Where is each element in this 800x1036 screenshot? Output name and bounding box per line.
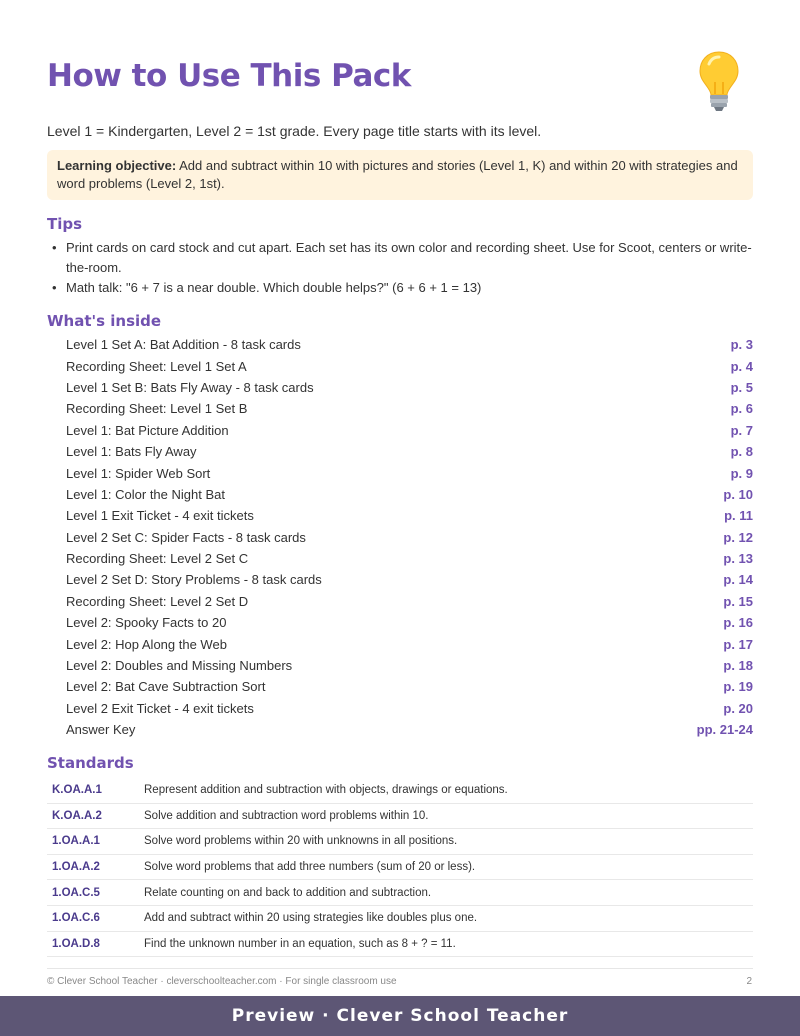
toc-label: Recording Sheet: Level 1 Set B xyxy=(66,401,248,417)
tips-list xyxy=(47,238,753,299)
table-row xyxy=(47,778,753,804)
table-row xyxy=(47,932,753,958)
toc-item[interactable] xyxy=(66,548,753,569)
standard-code: 1.OA.D.8 xyxy=(52,937,100,950)
toc-page-number: p. 9 xyxy=(730,465,753,481)
footer-copyright: © Clever School Teacher · cleverschoolteacher.com · For single classroom use xyxy=(47,976,397,987)
page-title: How to Use This Pack xyxy=(47,58,411,94)
toc-label: Recording Sheet: Level 2 Set D xyxy=(66,593,249,609)
standards-heading: Standards xyxy=(47,754,134,772)
toc-item[interactable] xyxy=(66,420,753,441)
toc-page-number: p. 18 xyxy=(723,658,753,674)
toc-item[interactable] xyxy=(66,676,753,697)
table-of-contents xyxy=(66,334,753,740)
whats-inside-heading: What's inside xyxy=(47,312,162,330)
tip-item: • Math talk: "6 + 7 is a near double. Which double helps?" (6 + 6 + 1 = 13) xyxy=(47,278,753,298)
toc-item[interactable] xyxy=(66,655,753,676)
toc-page-number: p. 5 xyxy=(730,379,753,395)
toc-item[interactable] xyxy=(66,719,753,740)
toc-page-number: p. 8 xyxy=(730,444,753,460)
learning-objective-box xyxy=(47,150,753,200)
table-row xyxy=(47,829,753,855)
toc-page-number: p. 10 xyxy=(723,486,753,502)
toc-label: Level 2: Spooky Facts to 20 xyxy=(66,615,227,631)
toc-label: Level 1: Bats Fly Away xyxy=(66,444,197,460)
toc-label: Level 1 Exit Ticket - 4 exit tickets xyxy=(66,508,254,524)
toc-item[interactable] xyxy=(66,462,753,483)
toc-item[interactable] xyxy=(66,698,753,719)
preview-banner xyxy=(0,996,800,1036)
toc-label: Level 1: Color the Night Bat xyxy=(66,486,225,502)
toc-label: Level 1 Set A: Bat Addition - 8 task cards xyxy=(66,337,301,353)
toc-page-number: p. 12 xyxy=(723,529,753,545)
table-row xyxy=(47,906,753,932)
toc-page-number: p. 15 xyxy=(723,593,753,609)
tip-item: • Print cards on card stock and cut apart. Each set has its own color and recording sheet. Use for Scoot, centers or write-the-room. xyxy=(47,238,753,277)
standard-code: K.OA.A.2 xyxy=(52,809,102,822)
toc-label: Level 2 Set D: Story Problems - 8 task cards xyxy=(66,572,322,588)
toc-item[interactable] xyxy=(66,633,753,654)
objective-text: Add and subtract within 10 with pictures and stories (Level 1, K) and within 20 with strategies and word problems (Level 2, 1st). xyxy=(57,158,738,191)
toc-item[interactable] xyxy=(66,591,753,612)
toc-label: Level 2: Doubles and Missing Numbers xyxy=(66,658,293,674)
toc-label: Recording Sheet: Level 1 Set A xyxy=(66,358,247,374)
toc-item[interactable] xyxy=(66,612,753,633)
toc-item[interactable] xyxy=(66,484,753,505)
standard-code: 1.OA.A.1 xyxy=(52,835,100,848)
standard-description: Solve word problems within 20 with unknowns in all positions. xyxy=(144,835,458,848)
toc-page-number: p. 13 xyxy=(723,551,753,567)
table-row xyxy=(47,855,753,881)
standard-description: Represent addition and subtraction with objects, drawings or equations. xyxy=(144,784,508,797)
toc-label: Level 2 Exit Ticket - 4 exit tickets xyxy=(66,700,254,716)
objective-label: Learning objective: xyxy=(57,158,177,173)
standard-description: Find the unknown number in an equation, such as 8 + ? = 11. xyxy=(144,937,456,950)
footer-page-number: 2 xyxy=(746,976,752,987)
toc-label: Level 2: Hop Along the Web xyxy=(66,636,227,652)
table-row xyxy=(47,880,753,906)
toc-label: Level 2: Bat Cave Subtraction Sort xyxy=(66,679,266,695)
preview-banner-text: Preview · Clever School Teacher xyxy=(231,1006,569,1026)
toc-page-number: p. 11 xyxy=(724,508,753,524)
footer-divider xyxy=(47,968,753,969)
standards-table xyxy=(47,778,753,957)
standard-code: K.OA.A.1 xyxy=(52,784,102,797)
toc-page-number: p. 4 xyxy=(730,358,753,374)
standard-code: 1.OA.C.6 xyxy=(52,912,100,925)
tips-heading: Tips xyxy=(47,215,83,233)
toc-page-number: p. 19 xyxy=(723,679,753,695)
standard-description: Relate counting on and back to addition and subtraction. xyxy=(144,886,432,899)
toc-page-number: p. 16 xyxy=(723,615,753,631)
toc-page-number: p. 3 xyxy=(730,337,753,353)
toc-label: Level 1: Spider Web Sort xyxy=(66,465,211,481)
toc-item[interactable] xyxy=(66,355,753,376)
toc-page-number: p. 14 xyxy=(723,572,753,588)
toc-label: Answer Key xyxy=(66,722,136,738)
standard-code: 1.OA.C.5 xyxy=(52,886,100,899)
toc-item[interactable] xyxy=(66,505,753,526)
standard-code: 1.OA.A.2 xyxy=(52,861,100,874)
standard-description: Add and subtract within 20 using strategies like doubles plus one. xyxy=(144,912,478,925)
intro-text: Level 1 = Kindergarten, Level 2 = 1st grade. Every page title starts with its level. xyxy=(47,123,542,139)
toc-label: Level 1: Bat Picture Addition xyxy=(66,422,229,438)
toc-page-number: p. 20 xyxy=(723,700,753,716)
table-row xyxy=(47,804,753,830)
standard-description: Solve addition and subtraction word problems within 10. xyxy=(144,809,429,822)
toc-item[interactable] xyxy=(66,441,753,462)
toc-label: Level 2 Set C: Spider Facts - 8 task cards xyxy=(66,529,306,545)
toc-page-number: pp. 21-24 xyxy=(696,722,753,738)
toc-item[interactable] xyxy=(66,398,753,419)
toc-item[interactable] xyxy=(66,527,753,548)
toc-page-number: p. 6 xyxy=(730,401,753,417)
toc-label: Level 1 Set B: Bats Fly Away - 8 task cards xyxy=(66,379,314,395)
toc-page-number: p. 7 xyxy=(730,422,753,438)
toc-label: Recording Sheet: Level 2 Set C xyxy=(66,551,249,567)
standard-description: Solve word problems that add three numbers (sum of 20 or less). xyxy=(144,861,476,874)
toc-item[interactable] xyxy=(66,569,753,590)
toc-page-number: p. 17 xyxy=(723,636,753,652)
lightbulb-icon xyxy=(697,50,741,112)
toc-item[interactable] xyxy=(66,334,753,355)
toc-item[interactable] xyxy=(66,377,753,398)
